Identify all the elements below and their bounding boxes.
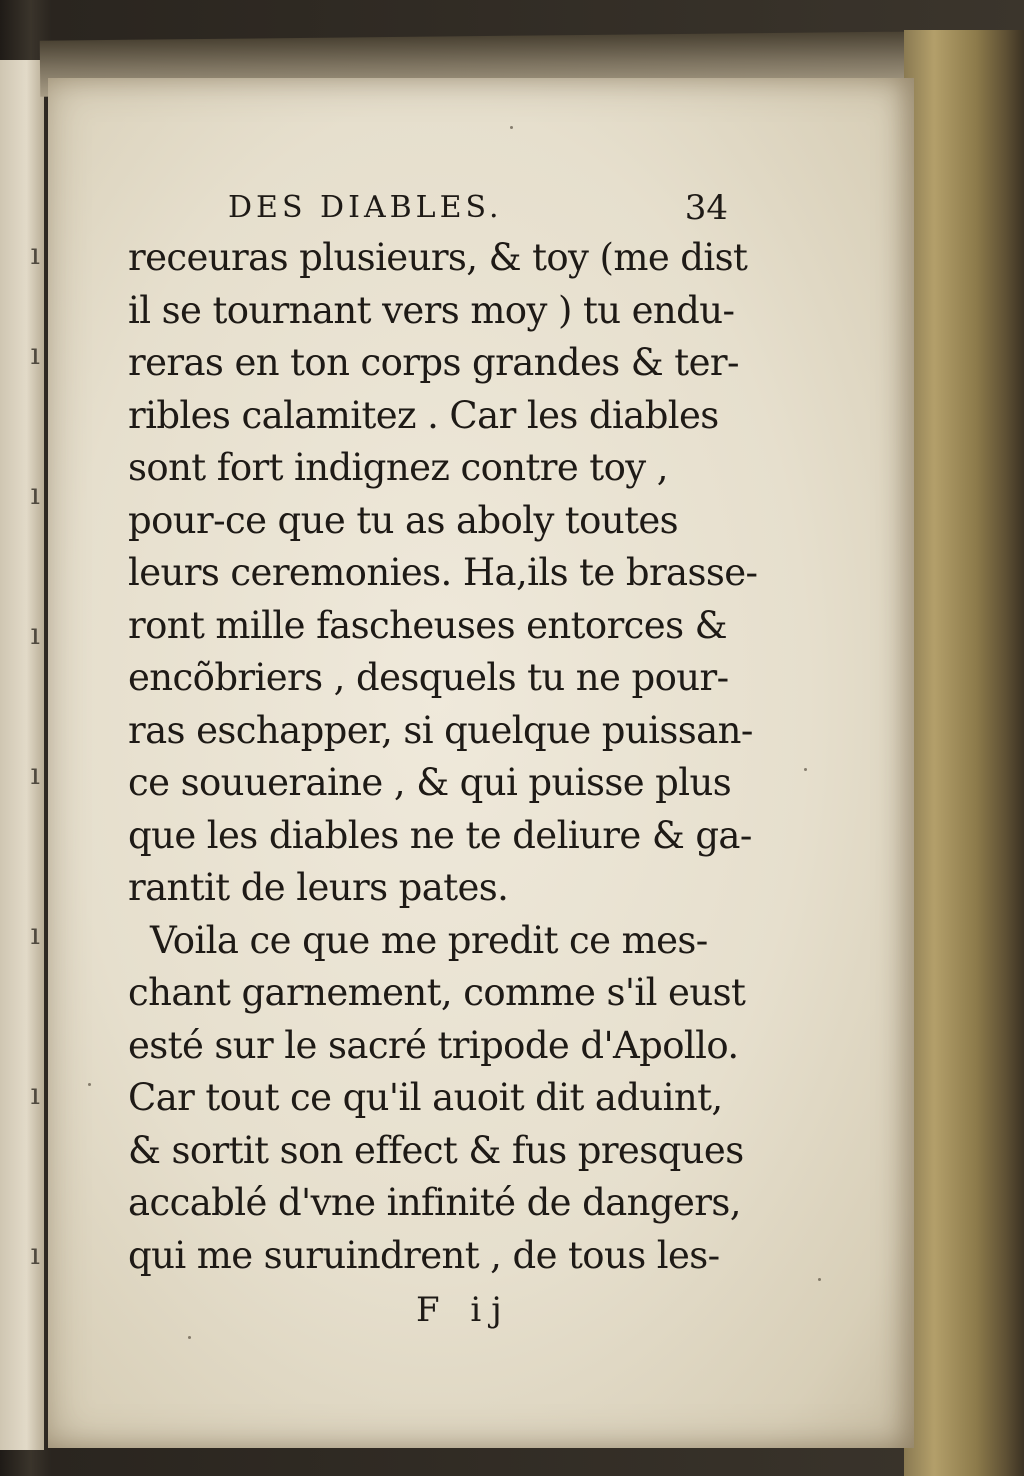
previous-page-edge: ı ı ı ı ı ı ı ı — [0, 60, 44, 1450]
text-line: Car tout ce qu'il auoit dit aduint, — [128, 1076, 723, 1119]
text-line: il se tournant vers moy ) tu endu- — [128, 288, 735, 332]
text-line: accablé d'vne infinité de dangers, — [128, 1181, 741, 1224]
text-line: sont fort indignez contre toy , — [128, 446, 668, 489]
text-line: reras en ton corps grandes & ter- — [128, 341, 739, 384]
text-line: chant garnement, comme s'il eust — [128, 971, 746, 1014]
text-line: rantit de leurs pates. — [128, 866, 509, 909]
book-fore-edge — [904, 30, 1024, 1476]
text-block — [128, 186, 758, 1334]
text-line: receuras plusieurs, & toy (me dist — [128, 236, 748, 279]
paper-speck — [510, 126, 513, 129]
text-line: ribles calamitez . Car les diables — [128, 393, 719, 437]
text-line: leurs ceremonies. Ha,ils te brasse- — [128, 551, 758, 594]
running-head — [128, 186, 728, 230]
text-line: ront mille fascheuses entorces & — [128, 603, 727, 647]
text-line: que les diables ne te deliure & ga- — [128, 813, 752, 857]
paper-speck — [818, 1278, 821, 1281]
paper-speck — [88, 1083, 91, 1086]
text-line: encõbriers , desquels tu ne pour- — [128, 656, 729, 699]
book-page — [48, 78, 914, 1448]
signature-mark: F ij — [416, 1290, 512, 1330]
text-line: & sortit son effect & fus presques — [128, 1128, 744, 1172]
text-line: esté sur le sacré tripode d'Apollo. — [128, 1023, 739, 1067]
text-line: qui me suruindrent , de tous les- — [128, 1233, 720, 1277]
body-text — [128, 232, 758, 1282]
paper-speck — [804, 768, 807, 771]
text-line: ras eschapper, si quelque puissan- — [128, 708, 753, 752]
paragraph-start-line: Voila ce que me predit ce mes- — [150, 918, 708, 962]
text-line: pour-ce que tu as aboly toutes — [128, 498, 679, 542]
text-line: ce souueraine , & qui puisse plus — [128, 761, 732, 804]
page-number: 34 — [684, 188, 728, 228]
running-head-title: DES DIABLES. — [228, 190, 503, 225]
paper-speck — [188, 1336, 191, 1339]
